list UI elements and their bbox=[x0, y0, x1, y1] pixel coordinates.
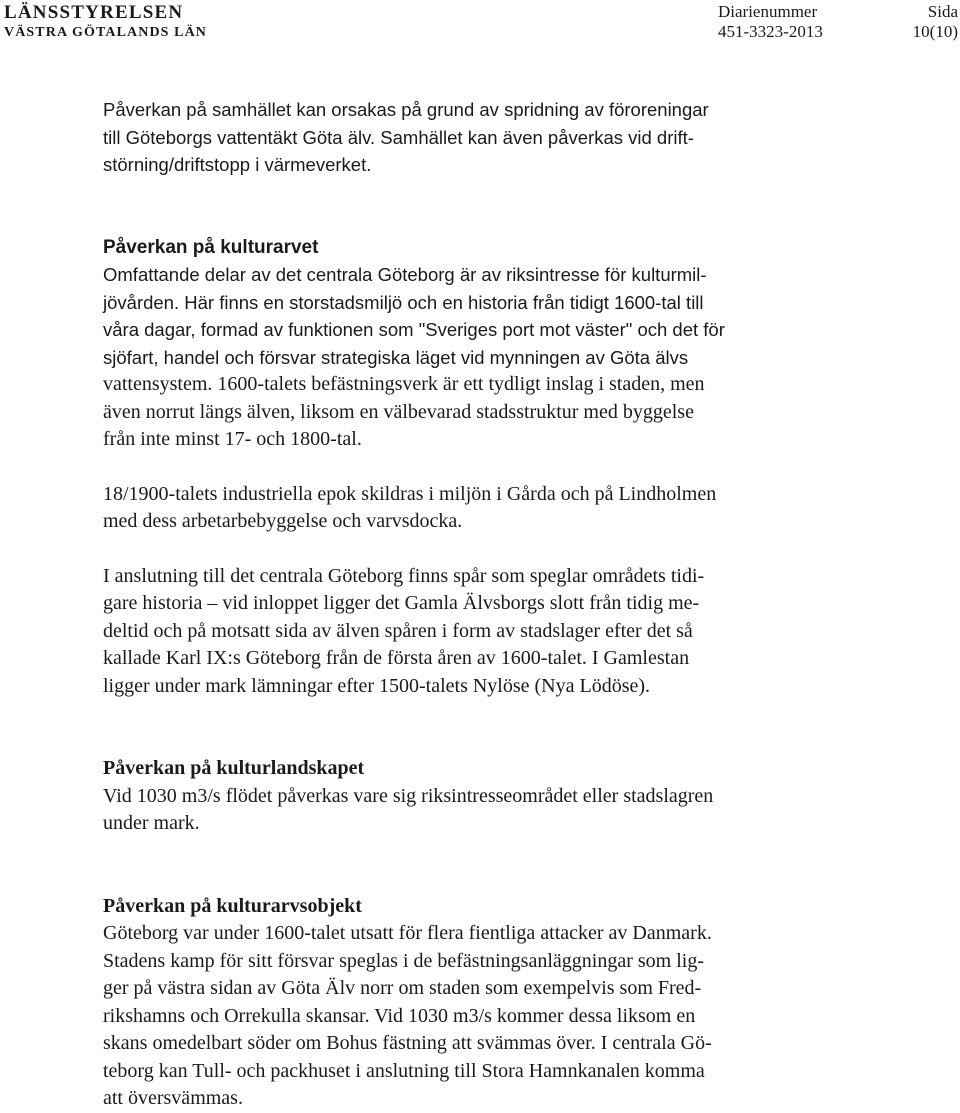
kulturlandskapet-paragraph bbox=[103, 783, 843, 838]
text-line: 18/1900-talets industriella epok skildras i miljön i Gårda och på Lindholmen bbox=[103, 482, 717, 505]
diarienummer-label: Diarienummer bbox=[718, 2, 818, 21]
text-line: att översvämmas. bbox=[103, 1087, 243, 1109]
section-heading-kulturarvsobjekt: Påverkan på kulturarvsobjekt bbox=[103, 894, 362, 917]
text-line: från inte minst 17- och 1800-tal. bbox=[103, 428, 362, 450]
text-line: Vid 1030 m3/s flödet påverkas vare sig riksintresseområdet eller stadslagren bbox=[103, 784, 714, 807]
text-line: sjöfart, handel och försvar strategiska läget vid mynningen av Göta älvs bbox=[103, 346, 689, 368]
text-line: ger på västra sidan av Göta Älv norr om staden som exempelvis som Fred- bbox=[103, 977, 702, 999]
text-line: även norrut längs älven, liksom en välbevarad stadsstruktur med byggelse bbox=[103, 400, 694, 423]
kulturarvet-paragraph-1 bbox=[103, 261, 843, 371]
kulturarvet-paragraph-1-cont bbox=[103, 371, 843, 454]
text-line: skans omedelbart söder om Bohus fästning att svämmas över. I centrala Gö- bbox=[103, 1032, 712, 1054]
text-line: I anslutning till det centrala Göteborg finns spår som speglar områdets tidi- bbox=[103, 564, 705, 587]
organization-name: LÄNSSTYRELSEN bbox=[4, 2, 184, 23]
text-line: gare historia – vid inloppet ligger det Gamla Älvsborgs slott från tidig me- bbox=[103, 592, 700, 614]
text-line: vattensystem. 1600-talets befästningsverk är ett tydligt inslag i staden, men bbox=[103, 373, 705, 395]
diarienummer-value: 451-3323-2013 bbox=[718, 22, 823, 41]
kulturarvet-paragraph-2 bbox=[103, 481, 843, 536]
section-heading-kulturlandskapet: Påverkan på kulturlandskapet bbox=[103, 757, 365, 779]
text-line: kallade Karl IX:s Göteborg från de första åren av 1600-talet. I Gamlestan bbox=[103, 647, 690, 669]
text-line: jövården. Här finns en storstadsmiljö och en historia från tidigt 1600-tal till bbox=[103, 291, 704, 313]
page-header bbox=[0, 0, 960, 50]
text-line: Påverkan på samhället kan orsakas på grund av spridning av föroreningar bbox=[103, 99, 709, 120]
text-line: med dess arbetarbebyggelse och varvsdocka. bbox=[103, 510, 463, 532]
organization-subtitle: VÄSTRA GÖTALANDS LÄN bbox=[4, 25, 207, 40]
text-line: teborg kan Tull- och packhuset i anslutning till Stora Hamnkanalen komma bbox=[103, 1059, 705, 1082]
text-line: Stadens kamp för sitt försvar speglas i de befästningsanläggningar som lig- bbox=[103, 949, 704, 972]
text-line: rikshamns och Orrekulla skansar. Vid 1030 m3/s kommer dessa liksom en bbox=[103, 1004, 696, 1027]
page-number: 10(10) bbox=[912, 22, 958, 41]
kulturarvet-paragraph-3 bbox=[103, 563, 843, 701]
text-line: Omfattande delar av det centrala Göteborg är av riksintresse för kulturmil- bbox=[103, 264, 707, 285]
text-line: Göteborg var under 1600-talet utsatt för flera fientliga attacker av Danmark. bbox=[103, 922, 712, 944]
intro-paragraph bbox=[103, 96, 843, 179]
text-line: deltid och på motsatt sida av älven spåren i form av stadslager efter det så bbox=[103, 619, 693, 642]
text-line: ligger under mark lämningar efter 1500-talets Nylöse (Nya Lödöse). bbox=[103, 674, 651, 697]
text-line: till Göteborgs vattentäkt Göta älv. Samhället kan även påverkas vid drift- bbox=[103, 126, 694, 148]
page-label: Sida bbox=[927, 2, 958, 21]
text-line: våra dagar, formad av funktionen som "Sveriges port mot väster" och det för bbox=[103, 319, 725, 340]
kulturarvsobjekt-paragraph bbox=[103, 920, 843, 1113]
text-line: störning/driftstopp i värmeverket. bbox=[103, 154, 372, 175]
section-heading-kulturarvet: Påverkan på kulturarvet bbox=[103, 236, 319, 258]
document-body bbox=[103, 96, 843, 1113]
text-line: under mark. bbox=[103, 812, 200, 834]
